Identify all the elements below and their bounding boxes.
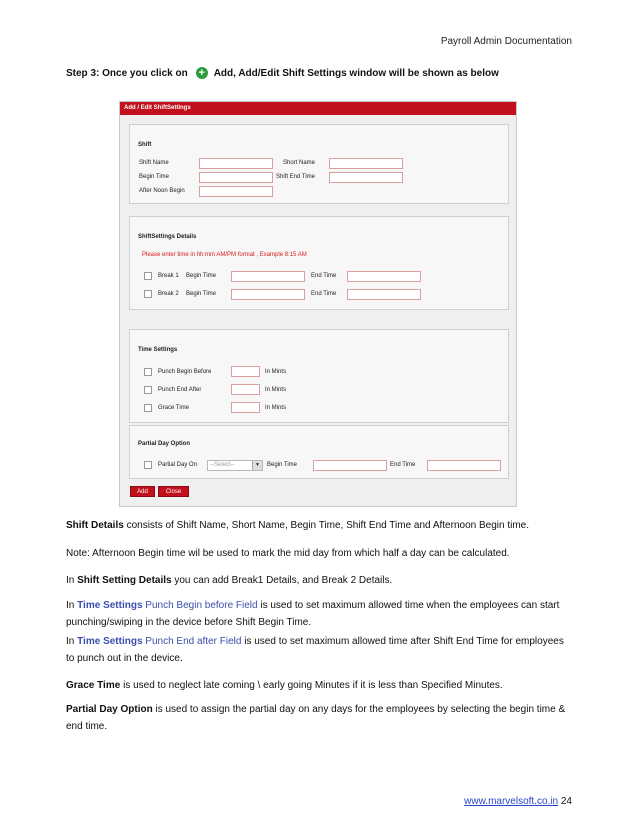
break2-checkbox[interactable] xyxy=(144,290,152,298)
punch-end-checkbox[interactable] xyxy=(144,386,152,394)
punch-begin-field-term: Punch Begin before Field xyxy=(142,600,258,611)
shift-setting-details-term: Shift Setting Details xyxy=(77,575,172,586)
p4-prefix: In xyxy=(66,600,78,611)
punch-begin-unit: In Mints xyxy=(265,369,287,375)
break2-end-input[interactable] xyxy=(347,289,421,300)
close-button[interactable]: Close xyxy=(158,486,189,497)
punch-end-unit: In Mints xyxy=(265,387,287,393)
window-titlebar: Add / Edit ShiftSettings xyxy=(120,102,516,115)
partial-day-select-value: --Select-- xyxy=(210,462,235,468)
step-prefix: Step 3: Once you click on xyxy=(66,67,188,79)
grace-time-term: Grace Time xyxy=(66,680,121,691)
break1-label: Break 1 xyxy=(158,273,179,279)
details-legend: ShiftSettings Details xyxy=(138,234,197,240)
grace-time-label: Grace Time xyxy=(158,405,190,411)
punch-begin-checkbox[interactable] xyxy=(144,368,152,376)
break1-begin-input[interactable] xyxy=(231,271,305,282)
break2-begin-input[interactable] xyxy=(231,289,305,300)
begin-time-label: Begin Time xyxy=(139,174,170,180)
partial-begin-label: Begin Time xyxy=(267,462,298,468)
partial-end-label: End Time xyxy=(390,462,416,468)
shift-details-term: Shift Details xyxy=(66,520,124,531)
step-suffix: Add, Add/Edit Shift Settings window will be shown as below xyxy=(213,67,499,79)
punch-end-label: Punch End After xyxy=(158,387,202,393)
step-heading xyxy=(66,67,499,79)
time-format-note: Please enter time in hh:mm AM/PM format , Example 8:15 AM xyxy=(142,252,307,258)
shift-fieldset xyxy=(129,124,509,204)
para-grace-time xyxy=(66,677,572,694)
partial-legend: Partial Day Option xyxy=(138,441,191,447)
p3-text: you can add Break1 Details, and Break 2 Details. xyxy=(171,575,393,586)
grace-time-unit: In Mints xyxy=(265,405,287,411)
add-button[interactable]: Add xyxy=(130,486,155,497)
shift-details-text: consists of Shift Name, Short Name, Begin Time, Shift End Time and Afternoon Begin time. xyxy=(123,520,529,531)
time-settings-term-2: Time Settings xyxy=(77,636,143,647)
after-noon-begin-label: After Noon Begin xyxy=(139,188,185,194)
punch-end-input[interactable] xyxy=(231,384,260,395)
page-footer xyxy=(464,796,572,807)
note-text: Note: Afternoon Begin time wil be used to mark the mid day from which half a day can be calculated. xyxy=(66,548,510,559)
short-name-label: Short Name xyxy=(283,160,316,166)
punch-begin-label: Punch Begin Before xyxy=(158,369,212,375)
shift-settings-window xyxy=(119,101,517,507)
begin-time-input[interactable] xyxy=(199,172,273,183)
shift-end-time-label: Shift End Time xyxy=(276,174,316,180)
break1-begin-label: Begin Time xyxy=(186,273,217,279)
p3-prefix: In xyxy=(66,575,78,586)
para-punch-end xyxy=(66,633,572,667)
break1-checkbox[interactable] xyxy=(144,272,152,280)
time-settings-term-1: Time Settings xyxy=(77,600,143,611)
document-header: Payroll Admin Documentation xyxy=(440,36,572,47)
break2-label: Break 2 xyxy=(158,291,179,297)
punch-end-field-term: Punch End after Field xyxy=(142,636,242,647)
partial-begin-input[interactable] xyxy=(313,460,387,471)
partial-end-input[interactable] xyxy=(427,460,501,471)
para-shift-setting-details xyxy=(66,572,572,589)
shift-legend: Shift xyxy=(138,142,152,148)
partial-day-checkbox[interactable] xyxy=(144,461,152,469)
shift-end-time-input[interactable] xyxy=(329,172,403,183)
page-number: 24 xyxy=(560,796,572,807)
break2-end-label: End Time xyxy=(311,291,337,297)
para-note xyxy=(66,545,572,562)
para-partial-day xyxy=(66,701,572,735)
p5-prefix: In xyxy=(66,636,78,647)
partial-day-fieldset xyxy=(129,425,509,479)
punch-begin-input[interactable] xyxy=(231,366,260,377)
shift-name-input[interactable] xyxy=(199,158,273,169)
para-punch-begin xyxy=(66,597,572,631)
shift-name-label: Shift Name xyxy=(139,160,169,166)
break1-end-input[interactable] xyxy=(347,271,421,282)
add-plus-icon: + xyxy=(196,67,208,79)
break2-begin-label: Begin Time xyxy=(186,291,217,297)
p4-text: is used to set maximum allowed time when the employees can start punching/swiping in the device before Shift Begin Time. xyxy=(66,600,560,628)
short-name-input[interactable] xyxy=(329,158,403,169)
partial-day-on-label: Partial Day On xyxy=(158,462,198,468)
website-link[interactable]: www.marvelsoft.co.in xyxy=(464,796,559,807)
grace-time-text: is used to neglect late coming \ early going Minutes if it is less than Specified Minutes. xyxy=(120,680,503,691)
shift-details-fieldset xyxy=(129,216,509,310)
partial-day-term: Partial Day Option xyxy=(66,704,153,715)
after-noon-begin-input[interactable] xyxy=(199,186,273,197)
partial-day-text: is used to assign the partial day on any days for the employees by selecting the begin time & end time. xyxy=(66,704,566,732)
grace-time-input[interactable] xyxy=(231,402,260,413)
p5-text: is used to set maximum allowed time after Shift End Time for employees to punch out in the device. xyxy=(66,636,564,664)
para-shift-details xyxy=(66,517,572,534)
chevron-down-icon[interactable]: ▼ xyxy=(252,461,262,470)
break1-end-label: End Time xyxy=(311,273,337,279)
time-settings-fieldset xyxy=(129,329,509,423)
grace-time-checkbox[interactable] xyxy=(144,404,152,412)
time-legend: Time Settings xyxy=(138,347,178,353)
partial-day-select[interactable] xyxy=(207,460,263,471)
